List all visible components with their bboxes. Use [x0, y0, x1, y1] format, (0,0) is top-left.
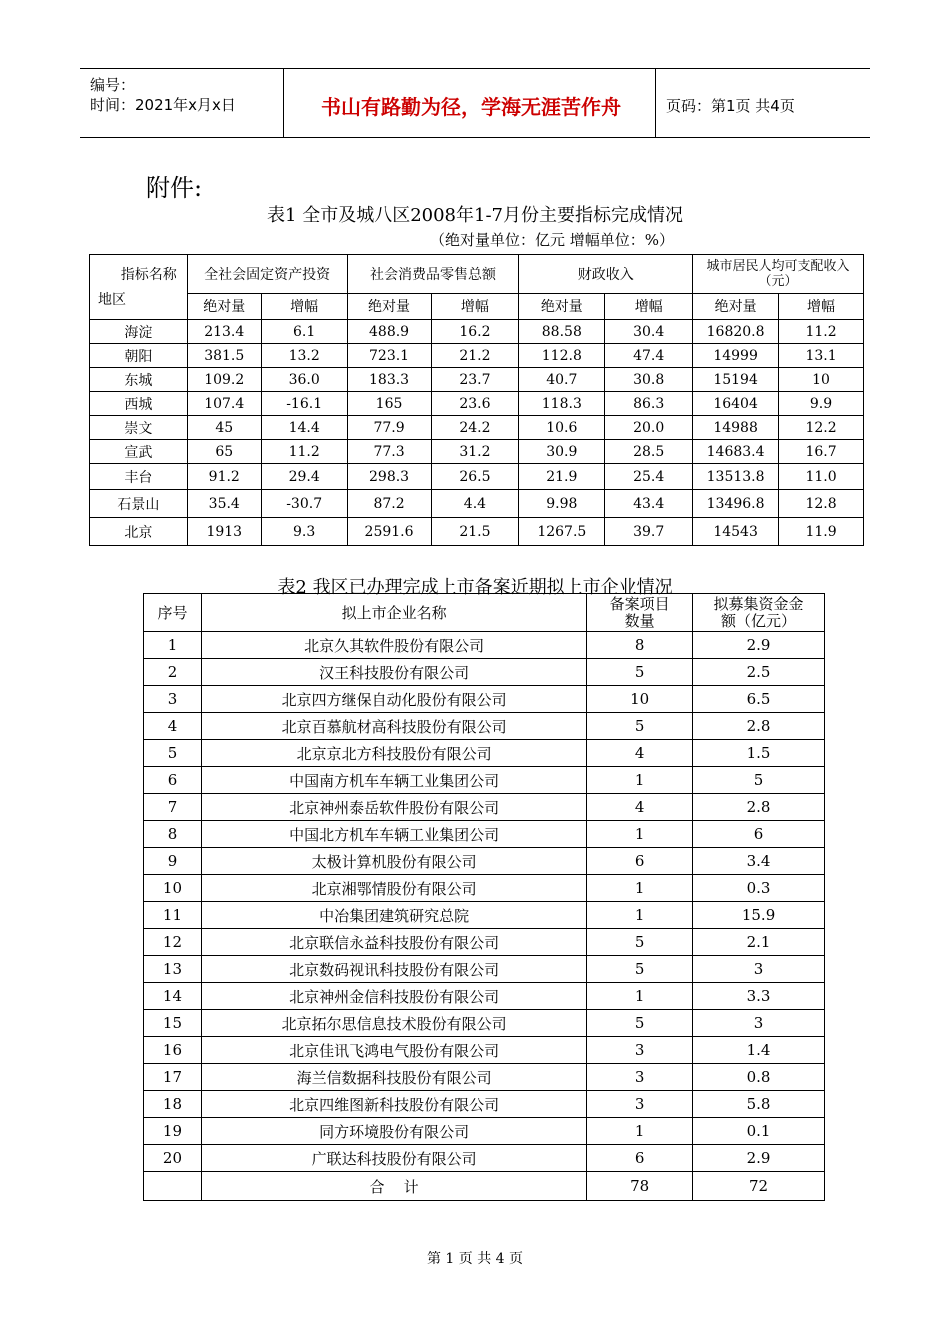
table-row — [144, 983, 825, 1010]
amount-cell: 2.8 — [693, 794, 825, 821]
value-cell: 381.5 — [187, 344, 261, 368]
company-name-cell: 北京四维图新科技股份有限公司 — [201, 1091, 586, 1118]
filing-count-cell: 1 — [587, 983, 693, 1010]
sub-header: 增幅 — [431, 293, 519, 319]
amount-cell: 2.9 — [693, 632, 825, 659]
value-cell: 23.6 — [431, 392, 519, 416]
value-cell: 35.4 — [187, 490, 261, 518]
company-name-cell: 北京神州金信科技股份有限公司 — [201, 983, 586, 1010]
total-count: 78 — [587, 1172, 693, 1201]
table-row — [144, 1145, 825, 1172]
group-header: 财政收入 — [519, 255, 693, 294]
index-cell: 16 — [144, 1037, 202, 1064]
index-cell: 8 — [144, 821, 202, 848]
table1-title: 表1 全市及城八区2008年1-7月份主要指标完成情况 — [267, 205, 683, 226]
value-cell: 165 — [347, 392, 431, 416]
company-name-cell: 北京久其软件股份有限公司 — [201, 632, 586, 659]
amount-cell: 3 — [693, 956, 825, 983]
filing-count-cell: 6 — [587, 1145, 693, 1172]
value-cell: 16820.8 — [693, 320, 779, 344]
total-label: 合 计 — [201, 1172, 586, 1201]
index-cell: 1 — [144, 632, 202, 659]
header-meta — [90, 75, 236, 115]
table2-title: 表2 我区已办理完成上市备案近期拟上市企业情况 — [277, 577, 673, 598]
total-cell — [144, 1172, 202, 1201]
value-cell: 9.98 — [519, 490, 605, 518]
sub-header: 绝对量 — [187, 293, 261, 319]
index-cell: 10 — [144, 875, 202, 902]
index-cell: 12 — [144, 929, 202, 956]
value-cell: 28.5 — [605, 440, 693, 464]
table2-header: 序号 — [144, 594, 202, 632]
index-cell: 3 — [144, 686, 202, 713]
sub-header: 增幅 — [779, 293, 864, 319]
table-row — [90, 344, 864, 368]
value-cell: 298.3 — [347, 464, 431, 490]
company-name-cell: 海兰信数据科技股份有限公司 — [201, 1064, 586, 1091]
table-row — [144, 1010, 825, 1037]
sub-header: 增幅 — [605, 293, 693, 319]
table-row — [144, 902, 825, 929]
company-name-cell: 中国南方机车车辆工业集团公司 — [201, 767, 586, 794]
amount-cell: 3 — [693, 1010, 825, 1037]
filing-count-cell: 10 — [587, 686, 693, 713]
index-cell: 15 — [144, 1010, 202, 1037]
table-row — [90, 368, 864, 392]
value-cell: 13.1 — [779, 344, 864, 368]
table2-header: 备案项目数量 — [587, 594, 693, 632]
value-cell: 723.1 — [347, 344, 431, 368]
region-cell: 朝阳 — [90, 344, 188, 368]
region-cell: 海淀 — [90, 320, 188, 344]
index-cell: 9 — [144, 848, 202, 875]
sub-header: 绝对量 — [347, 293, 431, 319]
table1-corner-cell — [90, 255, 188, 320]
region-cell: 崇文 — [90, 416, 188, 440]
value-cell: 112.8 — [519, 344, 605, 368]
value-cell: 13496.8 — [693, 490, 779, 518]
index-cell: 11 — [144, 902, 202, 929]
value-cell: 13.2 — [261, 344, 347, 368]
value-cell: 21.5 — [431, 518, 519, 546]
value-cell: 213.4 — [187, 320, 261, 344]
table-row — [144, 632, 825, 659]
value-cell: 39.7 — [605, 518, 693, 546]
value-cell: 1913 — [187, 518, 261, 546]
region-cell: 北京 — [90, 518, 188, 546]
index-cell: 14 — [144, 983, 202, 1010]
value-cell: 14999 — [693, 344, 779, 368]
value-cell: 88.58 — [519, 320, 605, 344]
value-cell: 9.3 — [261, 518, 347, 546]
value-cell: 16.7 — [779, 440, 864, 464]
company-name-cell: 北京四方继保自动化股份有限公司 — [201, 686, 586, 713]
table-row — [90, 320, 864, 344]
amount-cell: 6 — [693, 821, 825, 848]
amount-cell: 1.4 — [693, 1037, 825, 1064]
filing-count-cell: 4 — [587, 794, 693, 821]
company-name-cell: 同方环境股份有限公司 — [201, 1118, 586, 1145]
filing-count-cell: 8 — [587, 632, 693, 659]
header-divider — [283, 69, 284, 137]
amount-cell: 2.5 — [693, 659, 825, 686]
value-cell: 20.0 — [605, 416, 693, 440]
total-amount: 72 — [693, 1172, 825, 1201]
table-row — [144, 1037, 825, 1064]
table1-unit-note: （绝对量单位：亿元 增幅单位：%） — [430, 231, 675, 249]
document-number-label: 编号： — [90, 76, 136, 94]
header-page-info: 页码：第1页 共4页 — [666, 97, 795, 115]
value-cell: 13513.8 — [693, 464, 779, 490]
value-cell: 65 — [187, 440, 261, 464]
value-cell: 11.0 — [779, 464, 864, 490]
value-cell: 36.0 — [261, 368, 347, 392]
value-cell: -30.7 — [261, 490, 347, 518]
table-row — [144, 686, 825, 713]
company-name-cell: 北京联信永益科技股份有限公司 — [201, 929, 586, 956]
index-cell: 2 — [144, 659, 202, 686]
header-motto: 书山有路勤为径，学海无涯苦作舟 — [321, 95, 621, 119]
table-row — [144, 794, 825, 821]
company-name-cell: 北京神州泰岳软件股份有限公司 — [201, 794, 586, 821]
amount-cell: 0.8 — [693, 1064, 825, 1091]
company-name-cell: 北京百慕航材高科技股份有限公司 — [201, 713, 586, 740]
value-cell: 77.9 — [347, 416, 431, 440]
filing-count-cell: 3 — [587, 1091, 693, 1118]
company-name-cell: 太极计算机股份有限公司 — [201, 848, 586, 875]
value-cell: 183.3 — [347, 368, 431, 392]
region-cell: 宣武 — [90, 440, 188, 464]
value-cell: 11.2 — [261, 440, 347, 464]
index-cell: 5 — [144, 740, 202, 767]
filing-count-cell: 1 — [587, 875, 693, 902]
group-header: 社会消费品零售总额 — [347, 255, 519, 294]
table-row — [144, 1064, 825, 1091]
sub-header: 绝对量 — [693, 293, 779, 319]
value-cell: 11.9 — [779, 518, 864, 546]
filing-count-cell: 4 — [587, 740, 693, 767]
filing-count-cell: 5 — [587, 929, 693, 956]
index-cell: 20 — [144, 1145, 202, 1172]
value-cell: 21.9 — [519, 464, 605, 490]
value-cell: 6.1 — [261, 320, 347, 344]
page-footer: 第 1 页 共 4 页 — [426, 1251, 524, 1267]
table-row — [144, 713, 825, 740]
region-cell: 丰台 — [90, 464, 188, 490]
filing-count-cell: 5 — [587, 1010, 693, 1037]
value-cell: 21.2 — [431, 344, 519, 368]
filing-count-cell: 1 — [587, 902, 693, 929]
amount-cell: 2.1 — [693, 929, 825, 956]
amount-cell: 5.8 — [693, 1091, 825, 1118]
value-cell: 10 — [779, 368, 864, 392]
table2-header: 拟上市企业名称 — [201, 594, 586, 632]
company-name-cell: 中国北方机车车辆工业集团公司 — [201, 821, 586, 848]
value-cell: 2591.6 — [347, 518, 431, 546]
value-cell: 16404 — [693, 392, 779, 416]
table-row — [144, 956, 825, 983]
corner-region-label: 地区 — [98, 292, 126, 308]
table-row — [144, 1091, 825, 1118]
company-name-cell: 北京拓尔思信息技术股份有限公司 — [201, 1010, 586, 1037]
region-cell: 石景山 — [90, 490, 188, 518]
table-row — [144, 875, 825, 902]
value-cell: 9.9 — [779, 392, 864, 416]
table-row — [90, 392, 864, 416]
value-cell: 107.4 — [187, 392, 261, 416]
table-row — [144, 821, 825, 848]
index-cell: 7 — [144, 794, 202, 821]
value-cell: 14683.4 — [693, 440, 779, 464]
amount-cell: 0.1 — [693, 1118, 825, 1145]
table-row — [90, 490, 864, 518]
filing-count-cell: 1 — [587, 767, 693, 794]
value-cell: 24.2 — [431, 416, 519, 440]
table2-header: 拟募集资金金额（亿元） — [693, 594, 825, 632]
table-row — [144, 740, 825, 767]
amount-cell: 0.3 — [693, 875, 825, 902]
amount-cell: 5 — [693, 767, 825, 794]
company-name-cell: 北京湘鄂情股份有限公司 — [201, 875, 586, 902]
company-name-cell: 北京数码视讯科技股份有限公司 — [201, 956, 586, 983]
table-row — [90, 440, 864, 464]
table-row — [90, 518, 864, 546]
value-cell: 10.6 — [519, 416, 605, 440]
document-time-label: 时间：2021年x月x日 — [90, 96, 236, 114]
amount-cell: 1.5 — [693, 740, 825, 767]
ipo-companies-table — [143, 593, 825, 1201]
value-cell: 14543 — [693, 518, 779, 546]
filing-count-cell: 5 — [587, 713, 693, 740]
value-cell: 488.9 — [347, 320, 431, 344]
company-name-cell: 北京京北方科技股份有限公司 — [201, 740, 586, 767]
value-cell: 45 — [187, 416, 261, 440]
company-name-cell: 北京佳讯飞鸿电气股份有限公司 — [201, 1037, 586, 1064]
filing-count-cell: 1 — [587, 1118, 693, 1145]
value-cell: 109.2 — [187, 368, 261, 392]
index-cell: 4 — [144, 713, 202, 740]
company-name-cell: 汉王科技股份有限公司 — [201, 659, 586, 686]
value-cell: 1267.5 — [519, 518, 605, 546]
value-cell: 12.2 — [779, 416, 864, 440]
filing-count-cell: 6 — [587, 848, 693, 875]
value-cell: 12.8 — [779, 490, 864, 518]
index-cell: 18 — [144, 1091, 202, 1118]
value-cell: -16.1 — [261, 392, 347, 416]
indicator-table — [89, 254, 864, 546]
amount-cell: 3.4 — [693, 848, 825, 875]
sub-header: 绝对量 — [519, 293, 605, 319]
corner-indicator-label: 指标名称 — [120, 267, 177, 283]
table-row — [144, 659, 825, 686]
group-header: 城市居民人均可支配收入（元） — [693, 255, 864, 294]
value-cell: 29.4 — [261, 464, 347, 490]
value-cell: 26.5 — [431, 464, 519, 490]
index-cell: 17 — [144, 1064, 202, 1091]
index-cell: 6 — [144, 767, 202, 794]
value-cell: 30.8 — [605, 368, 693, 392]
amount-cell: 15.9 — [693, 902, 825, 929]
region-cell: 西城 — [90, 392, 188, 416]
value-cell: 25.4 — [605, 464, 693, 490]
table-row — [144, 929, 825, 956]
value-cell: 87.2 — [347, 490, 431, 518]
table-row — [144, 767, 825, 794]
table-row — [90, 416, 864, 440]
value-cell: 43.4 — [605, 490, 693, 518]
filing-count-cell: 3 — [587, 1064, 693, 1091]
value-cell: 30.9 — [519, 440, 605, 464]
header-divider — [655, 69, 656, 137]
sub-header: 增幅 — [261, 293, 347, 319]
region-cell: 东城 — [90, 368, 188, 392]
table-row — [90, 464, 864, 490]
filing-count-cell: 1 — [587, 821, 693, 848]
value-cell: 14988 — [693, 416, 779, 440]
value-cell: 77.3 — [347, 440, 431, 464]
amount-cell: 2.8 — [693, 713, 825, 740]
value-cell: 23.7 — [431, 368, 519, 392]
value-cell: 118.3 — [519, 392, 605, 416]
value-cell: 15194 — [693, 368, 779, 392]
total-row — [144, 1172, 825, 1201]
value-cell: 30.4 — [605, 320, 693, 344]
company-name-cell: 广联达科技股份有限公司 — [201, 1145, 586, 1172]
amount-cell: 3.3 — [693, 983, 825, 1010]
table-row — [144, 848, 825, 875]
page-header — [80, 68, 870, 138]
attachment-label: 附件: — [146, 174, 203, 202]
amount-cell: 2.9 — [693, 1145, 825, 1172]
amount-cell: 6.5 — [693, 686, 825, 713]
filing-count-cell: 5 — [587, 956, 693, 983]
value-cell: 14.4 — [261, 416, 347, 440]
value-cell: 40.7 — [519, 368, 605, 392]
table-row — [144, 1118, 825, 1145]
filing-count-cell: 3 — [587, 1037, 693, 1064]
value-cell: 86.3 — [605, 392, 693, 416]
value-cell: 31.2 — [431, 440, 519, 464]
value-cell: 91.2 — [187, 464, 261, 490]
index-cell: 19 — [144, 1118, 202, 1145]
value-cell: 47.4 — [605, 344, 693, 368]
value-cell: 11.2 — [779, 320, 864, 344]
filing-count-cell: 5 — [587, 659, 693, 686]
value-cell: 4.4 — [431, 490, 519, 518]
group-header: 全社会固定资产投资 — [187, 255, 347, 294]
index-cell: 13 — [144, 956, 202, 983]
company-name-cell: 中冶集团建筑研究总院 — [201, 902, 586, 929]
value-cell: 16.2 — [431, 320, 519, 344]
